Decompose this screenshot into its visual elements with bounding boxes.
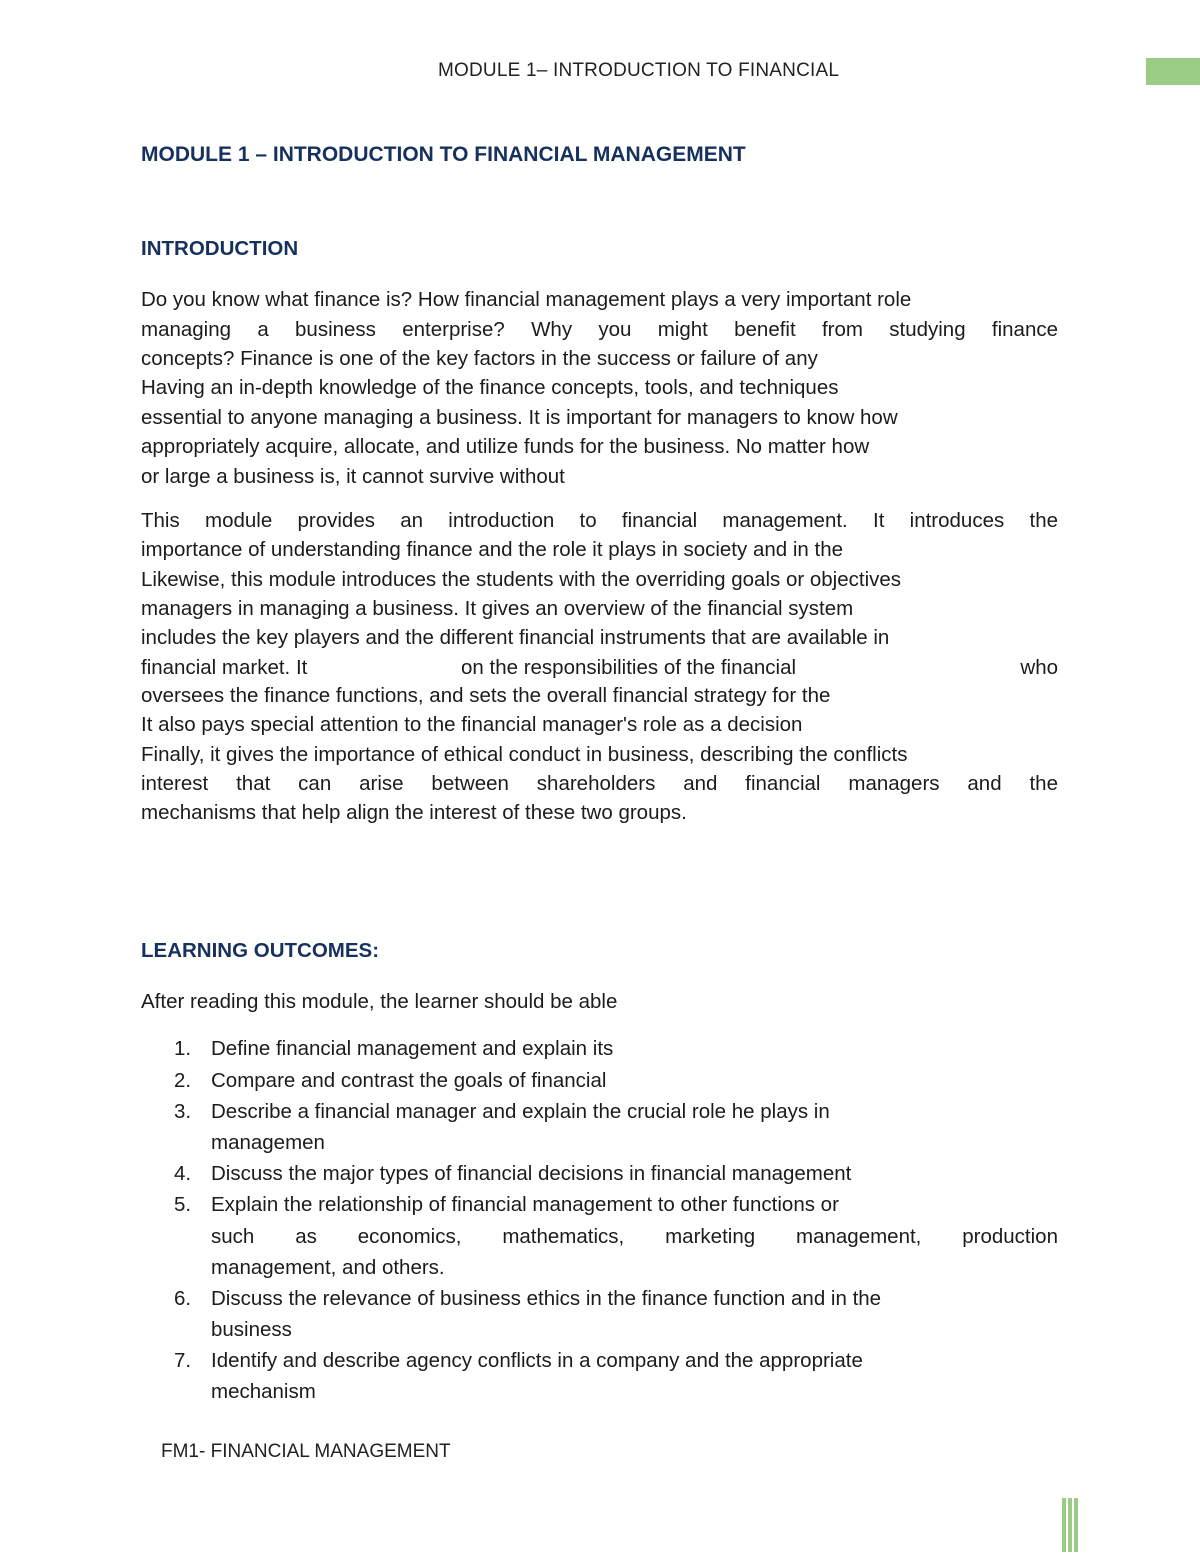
list-item-text: mechanism — [211, 1380, 316, 1403]
paragraph-line: managers in managing a business. It gives an overview of the financial system — [141, 597, 854, 620]
paragraph-line: includes the key players and the different financial instruments that are available in — [141, 626, 890, 649]
footer-accent-bars — [1062, 1498, 1078, 1552]
paragraph-line: or large a business is, it cannot survive without — [141, 465, 565, 488]
list-item-text: Define financial management and explain its — [211, 1037, 614, 1060]
learning-outcomes-intro: After reading this module, the learner should be able — [141, 990, 618, 1013]
paragraph-line: appropriately acquire, allocate, and utilize funds for the business. No matter how — [141, 435, 870, 458]
paragraph-line: importance of understanding finance and the role it plays in society and in the — [141, 538, 843, 561]
list-item-text: management, and others. — [211, 1256, 445, 1279]
paragraph-line: This module provides an introduction to financial management. It introduces the — [141, 509, 1058, 532]
list-item-number: 1. — [174, 1037, 192, 1060]
list-item-text: business — [211, 1318, 292, 1341]
list-item-number: 7. — [174, 1349, 192, 1372]
list-item-text: such as economics, mathematics, marketing management, production — [211, 1225, 1058, 1248]
line-segment: who — [1020, 656, 1058, 679]
paragraph-line: It also pays special attention to the financial manager's role as a decision — [141, 713, 803, 736]
list-item-number: 4. — [174, 1162, 192, 1185]
paragraph-line: Having an in-depth knowledge of the finance concepts, tools, and techniques — [141, 376, 839, 399]
header-accent-tab — [1146, 58, 1200, 85]
paragraph-line: Finally, it gives the importance of ethical conduct in business, describing the conflicts — [141, 743, 908, 766]
paragraph-line: oversees the finance functions, and sets the overall financial strategy for the — [141, 684, 831, 707]
paragraph-line: Likewise, this module introduces the students with the overriding goals or objectives — [141, 568, 902, 591]
list-item-number: 5. — [174, 1193, 192, 1216]
footer-course-title: FM1- FINANCIAL MANAGEMENT — [161, 1441, 451, 1462]
list-item-number: 3. — [174, 1100, 192, 1123]
paragraph-line: concepts? Finance is one of the key factors in the success or failure of any — [141, 347, 818, 370]
page-title: MODULE 1 – INTRODUCTION TO FINANCIAL MANAGEMENT — [141, 143, 746, 166]
line-segment: financial market. It — [141, 656, 308, 679]
running-header: MODULE 1– INTRODUCTION TO FINANCIAL — [438, 60, 840, 81]
list-item-text: managemen — [211, 1131, 325, 1154]
line-segment: on the responsibilities of the financial — [461, 656, 797, 679]
list-item-text: Discuss the major types of financial decisions in financial management — [211, 1162, 852, 1185]
paragraph-line: essential to anyone managing a business. It is important for managers to know how — [141, 406, 898, 429]
list-item-text: Discuss the relevance of business ethics in the finance function and in the — [211, 1287, 882, 1310]
list-item-text: Identify and describe agency conflicts in a company and the appropriate — [211, 1349, 863, 1372]
list-item-text: Describe a financial manager and explain the crucial role he plays in — [211, 1100, 830, 1123]
list-item-text: Explain the relationship of financial management to other functions or — [211, 1193, 839, 1216]
list-item-text: Compare and contrast the goals of financial — [211, 1069, 607, 1092]
list-item-number: 6. — [174, 1287, 192, 1310]
paragraph-line: mechanisms that help align the interest of these two groups. — [141, 801, 687, 824]
list-item-number: 2. — [174, 1069, 192, 1092]
introduction-heading: INTRODUCTION — [141, 237, 299, 260]
paragraph-line: managing a business enterprise? Why you might benefit from studying finance — [141, 318, 1058, 341]
paragraph-line — [141, 656, 1058, 680]
learning-outcomes-heading: LEARNING OUTCOMES: — [141, 939, 380, 962]
paragraph-line: Do you know what finance is? How financial management plays a very important role — [141, 288, 912, 311]
paragraph-line: interest that can arise between shareholders and financial managers and the — [141, 772, 1058, 795]
